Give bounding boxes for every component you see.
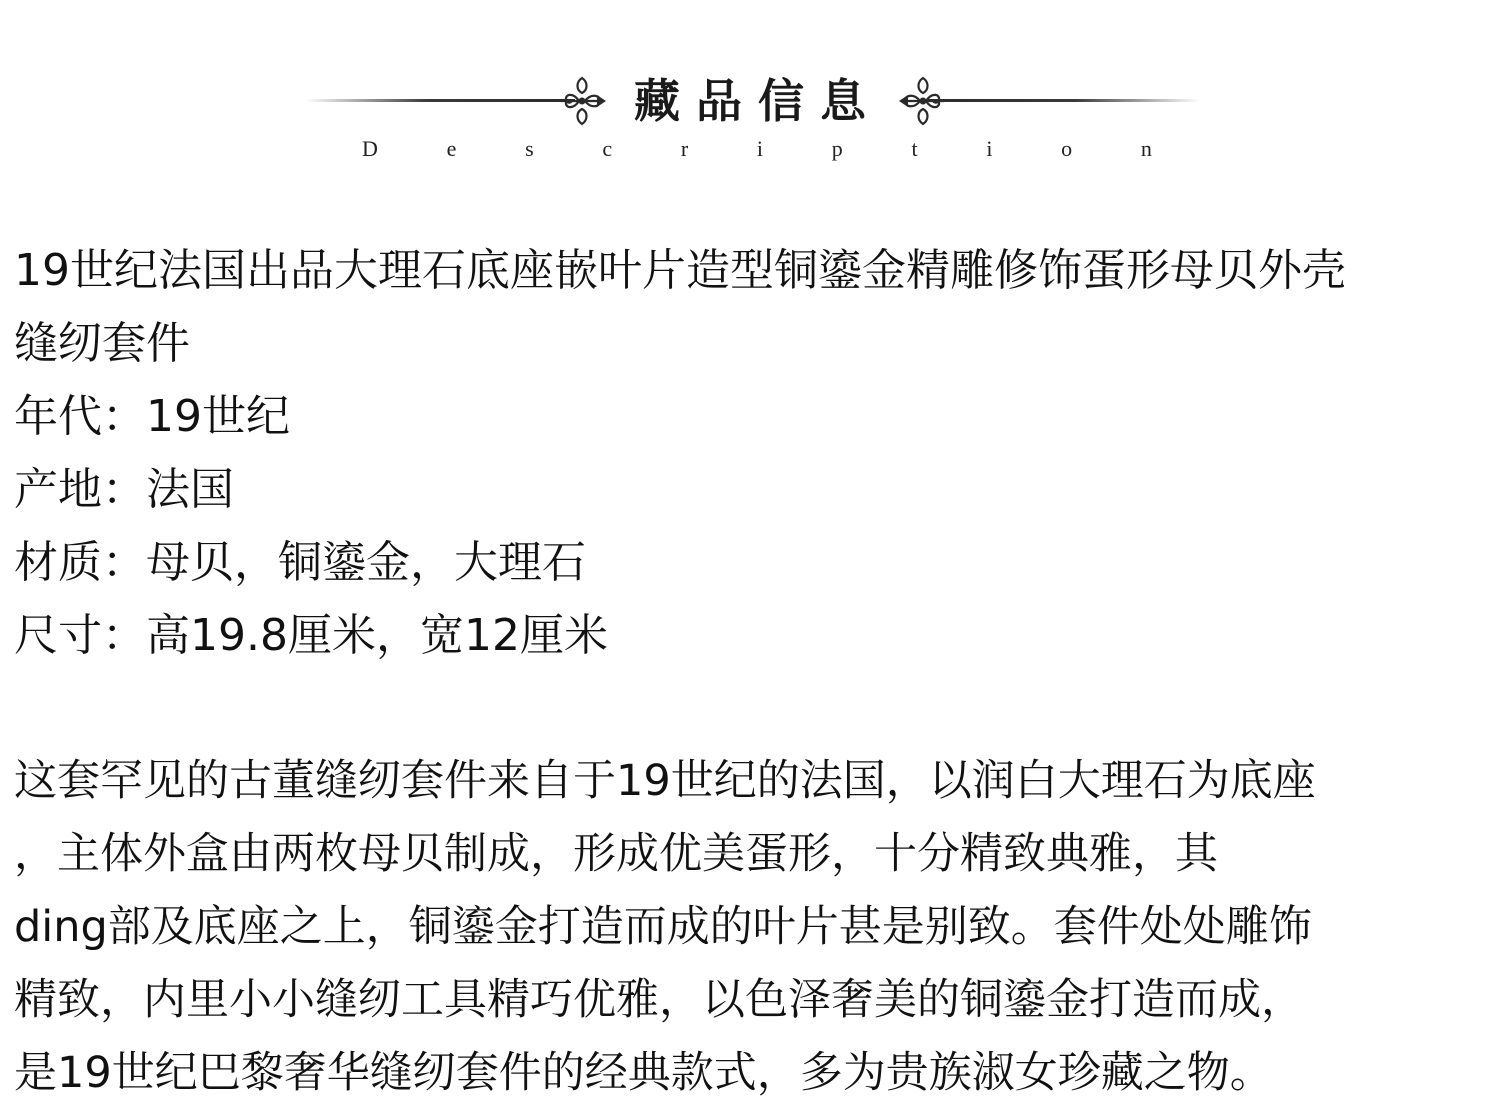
section-spacer — [14, 672, 1486, 745]
item-title: 19世纪法国出品大理石底座嵌叶片造型铜鎏金精雕修饰蛋形母贝外壳 — [14, 245, 1346, 296]
header-divider-left — [305, 99, 575, 102]
page-subtitle — [362, 136, 1152, 162]
subtitle-letter: i — [986, 136, 993, 161]
subtitle-letter: i — [756, 136, 764, 161]
item-material: 材质：母贝，铜鎏金，大理石 — [14, 537, 586, 588]
description-line: 这套罕见的古董缝纫套件来自于19世纪的法国，以润白大理石为底座 — [14, 756, 1316, 806]
item-description — [14, 745, 1486, 1110]
item-size: 尺寸：高19.8厘米，宽12厘米 — [14, 610, 608, 661]
subtitle-letter: c — [602, 136, 613, 161]
item-era: 年代：19世纪 — [14, 391, 290, 442]
subtitle-letter: t — [911, 136, 918, 161]
description-line: ，主体外盒由两枚母贝制成，形成优美蛋形，十分精致典雅，其 — [14, 829, 1218, 879]
section-header — [0, 0, 1500, 180]
subtitle-letter: o — [1061, 136, 1073, 161]
subtitle-letter: n — [1140, 136, 1152, 161]
subtitle-letter: D — [362, 136, 378, 161]
description-line: ding部及底座之上，铜鎏金打造而成的叶片甚是别致。套件处处雕饰 — [14, 902, 1312, 952]
subtitle-letter: p — [831, 136, 843, 161]
item-origin: 产地：法国 — [14, 464, 234, 515]
subtitle-letter: r — [680, 136, 689, 161]
item-details — [14, 234, 1486, 1110]
subtitle-letter: e — [446, 136, 457, 161]
header-divider-right — [922, 99, 1200, 102]
description-line: 是19世纪巴黎奢华缝纫套件的经典款式，多为贵族淑女珍藏之物。 — [14, 1048, 1273, 1098]
subtitle-letter: s — [525, 136, 534, 161]
page-title: 藏品信息 — [634, 74, 882, 128]
description-line: 精致，内里小小缝纫工具精巧优雅，以色泽奢美的铜鎏金打造而成， — [14, 975, 1304, 1025]
item-title-continued: 缝纫套件 — [14, 318, 190, 369]
